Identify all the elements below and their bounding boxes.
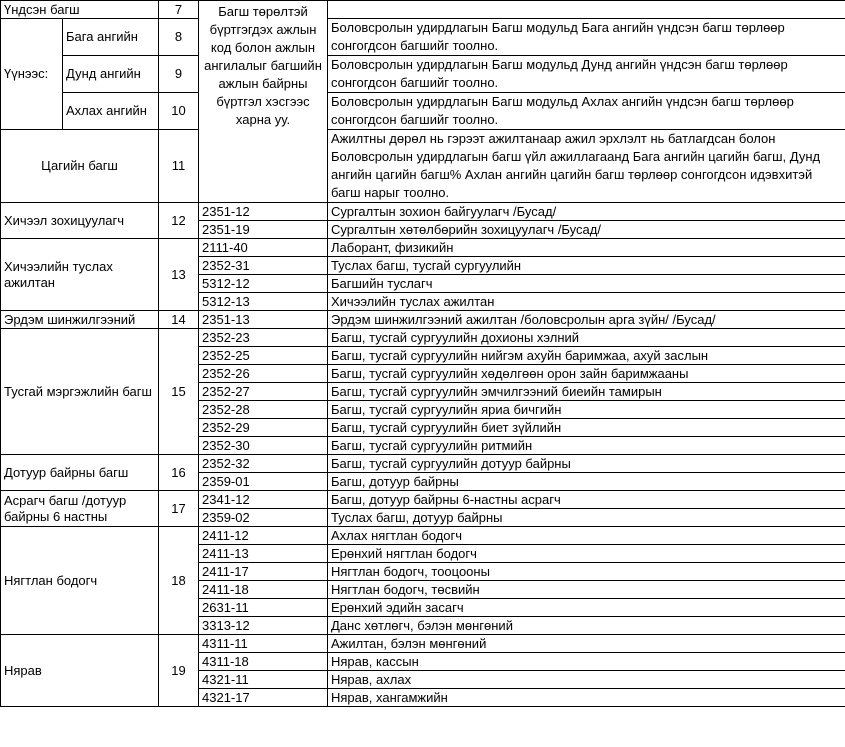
job-code: 4321-17 bbox=[199, 689, 328, 707]
job-name: Багшийн туслагч bbox=[328, 275, 845, 293]
row-number: 17 bbox=[159, 491, 199, 527]
table-row bbox=[1, 56, 845, 93]
job-code: 2351-12 bbox=[199, 203, 328, 221]
job-name: Багш, дотуур байрны bbox=[328, 473, 845, 491]
job-name: Ерөнхий нягтлан бодогч bbox=[328, 545, 845, 563]
category-label: Тусгай мэргэжлийн багш bbox=[1, 329, 159, 455]
table-row bbox=[1, 527, 845, 545]
job-code: 2411-17 bbox=[199, 563, 328, 581]
job-name: Багш, дотуур байрны 6-настны асрагч bbox=[328, 491, 845, 509]
job-code: 5312-13 bbox=[199, 293, 328, 311]
job-name: Лаборант, физикийн bbox=[328, 239, 845, 257]
job-name: Нягтлан бодогч, төсвийн bbox=[328, 581, 845, 599]
row-number: 9 bbox=[159, 56, 199, 93]
job-code: 2341-12 bbox=[199, 491, 328, 509]
category-label: Дотуур байрны багш bbox=[1, 455, 159, 491]
code-note: Багш төрөлтэй бүртгэгдэх ажлын код болон ажлын ангилалыг багшийн ажлын байрны бүртгэл хэсгээс харна уу. bbox=[199, 1, 328, 203]
job-code: 2411-12 bbox=[199, 527, 328, 545]
job-name: Нярав, хангамжийн bbox=[328, 689, 845, 707]
subcategory-label: Дунд ангийн bbox=[63, 56, 159, 93]
job-name: Нярав, ахлах bbox=[328, 671, 845, 689]
job-name: Багш, тусгай сургуулийн биет зүйлийн bbox=[328, 419, 845, 437]
subcategory-label: Бага ангийн bbox=[63, 19, 159, 56]
subcategory-label: Ахлах ангийн bbox=[63, 93, 159, 130]
job-name: Ажилтан, бэлэн мөнгөний bbox=[328, 635, 845, 653]
job-code: 2631-11 bbox=[199, 599, 328, 617]
job-code: 2351-13 bbox=[199, 311, 328, 329]
job-name: Данс хөтлөгч, бэлэн мөнгөний bbox=[328, 617, 845, 635]
row-number: 16 bbox=[159, 455, 199, 491]
table-row bbox=[1, 329, 845, 347]
row-number: 12 bbox=[159, 203, 199, 239]
description-cell bbox=[328, 1, 845, 19]
job-code: 2352-26 bbox=[199, 365, 328, 383]
row-number: 14 bbox=[159, 311, 199, 329]
row-number: 13 bbox=[159, 239, 199, 311]
job-code: 2352-29 bbox=[199, 419, 328, 437]
job-name: Нярав, кассын bbox=[328, 653, 845, 671]
job-name: Сургалтын хөтөлбөрийн зохицуулагч /Бусад/ bbox=[328, 221, 845, 239]
row-number: 18 bbox=[159, 527, 199, 635]
table-row bbox=[1, 203, 845, 221]
table-row bbox=[1, 311, 845, 329]
job-code: 2359-01 bbox=[199, 473, 328, 491]
row-number: 8 bbox=[159, 19, 199, 56]
job-code: 2352-23 bbox=[199, 329, 328, 347]
job-code: 2351-19 bbox=[199, 221, 328, 239]
job-code: 2411-18 bbox=[199, 581, 328, 599]
job-name: Багш, тусгай сургуулийн эмчилгээний биеийн тамирын bbox=[328, 383, 845, 401]
row-number: 10 bbox=[159, 93, 199, 130]
table-row bbox=[1, 491, 845, 509]
job-code: 5312-12 bbox=[199, 275, 328, 293]
job-code: 2352-28 bbox=[199, 401, 328, 419]
job-code: 4321-11 bbox=[199, 671, 328, 689]
job-code: 4311-18 bbox=[199, 653, 328, 671]
table-row bbox=[1, 455, 845, 473]
table-row bbox=[1, 130, 845, 203]
job-name: Туслах багш, дотуур байрны bbox=[328, 509, 845, 527]
job-code: 2111-40 bbox=[199, 239, 328, 257]
job-name: Нягтлан бодогч, тооцооны bbox=[328, 563, 845, 581]
row-number: 7 bbox=[159, 1, 199, 19]
job-name: Ахлах нягтлан бодогч bbox=[328, 527, 845, 545]
description-cell: Боловсролын удирдлагын Багш модульд Ахлах ангийн үндсэн багш төрлөөр сонгогдсон багшийг тоолно. bbox=[328, 93, 845, 130]
category-label: Үндсэн багш bbox=[1, 1, 159, 19]
table-row bbox=[1, 239, 845, 257]
job-name: Багш, тусгай сургуулийн хөдөлгөөн орон зайн баримжааны bbox=[328, 365, 845, 383]
category-label: Хичээл зохицуулагч bbox=[1, 203, 159, 239]
table-body bbox=[1, 1, 845, 707]
job-code: 2359-02 bbox=[199, 509, 328, 527]
job-name: Багш, тусгай сургуулийн дохионы хэлний bbox=[328, 329, 845, 347]
category-label: Эрдэм шинжилгээний bbox=[1, 311, 159, 329]
table-row bbox=[1, 1, 845, 19]
table-row bbox=[1, 93, 845, 130]
job-name: Ерөнхий эдийн засагч bbox=[328, 599, 845, 617]
job-code: 2352-30 bbox=[199, 437, 328, 455]
description-cell: Боловсролын удирдлагын Багш модульд Дунд ангийн үндсэн багш төрлөөр сонгогдсон багшийг тоолно. bbox=[328, 56, 845, 93]
job-name: Багш, тусгай сургуулийн яриа бичгийн bbox=[328, 401, 845, 419]
row-number: 15 bbox=[159, 329, 199, 455]
category-label: Нягтлан бодогч bbox=[1, 527, 159, 635]
job-name: Сургалтын зохион байгуулагч /Бусад/ bbox=[328, 203, 845, 221]
category-label: Хичээлийн туслах ажилтан bbox=[1, 239, 159, 311]
description-cell: Ажилтны дөрөл нь гэрээт ажилтанаар ажил эрхлэлт нь батлагдсан болон Боловсролын удирдлагын багш үйл ажиллагаанд Бага ангийн цагийн багш, Дунд ангийн цагийн багш% Ахлан ангийн цагийн багш төрлөөр сонгогдсон идэвхитэй багш нарыг тоолно. bbox=[328, 130, 845, 203]
job-name: Багш, тусгай сургуулийн нийгэм ахуйн баримжаа, ахуй заслын bbox=[328, 347, 845, 365]
job-code: 2352-27 bbox=[199, 383, 328, 401]
description-cell: Боловсролын удирдлагын Багш модульд Бага ангийн үндсэн багш төрлөөр сонгогдсон багшийг тоолно. bbox=[328, 19, 845, 56]
job-code: 2411-13 bbox=[199, 545, 328, 563]
job-code: 3313-12 bbox=[199, 617, 328, 635]
row-number: 19 bbox=[159, 635, 199, 707]
job-code: 2352-25 bbox=[199, 347, 328, 365]
job-code: 2352-32 bbox=[199, 455, 328, 473]
job-name: Хичээлийн туслах ажилтан bbox=[328, 293, 845, 311]
row-number: 11 bbox=[159, 130, 199, 203]
job-name: Эрдэм шинжилгээний ажилтан /боловсролын арга зүйн/ /Бусад/ bbox=[328, 311, 845, 329]
table-row bbox=[1, 635, 845, 653]
job-name: Туслах багш, тусгай сургуулийн bbox=[328, 257, 845, 275]
category-label: Нярав bbox=[1, 635, 159, 707]
table-row bbox=[1, 19, 845, 56]
job-name: Багш, тусгай сургуулийн ритмийн bbox=[328, 437, 845, 455]
job-name: Багш, тусгай сургуулийн дотуур байрны bbox=[328, 455, 845, 473]
category-label: Үүнээс: bbox=[1, 19, 63, 130]
job-code: 4311-11 bbox=[199, 635, 328, 653]
category-label: Цагийн багш bbox=[1, 130, 159, 203]
category-label: Асрагч багш /дотуур байрны 6 настны bbox=[1, 491, 159, 527]
job-code: 2352-31 bbox=[199, 257, 328, 275]
